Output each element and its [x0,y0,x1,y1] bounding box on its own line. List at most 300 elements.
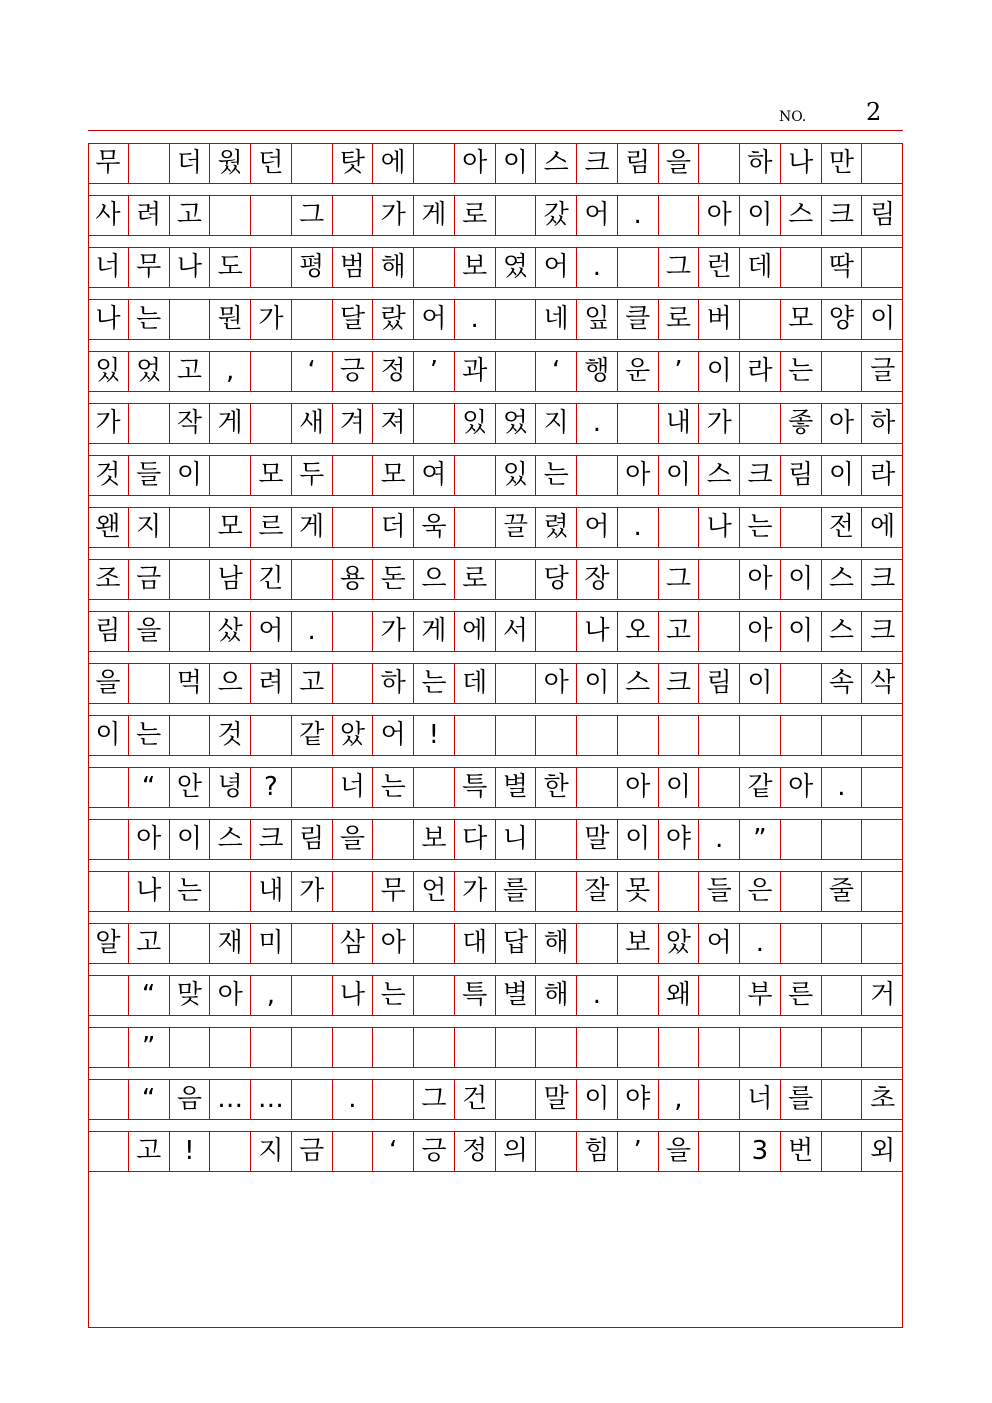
manuscript-cell [577,715,618,755]
manuscript-cell [292,299,333,339]
manuscript-cell: 해 [536,975,577,1015]
manuscript-row [88,455,903,495]
manuscript-cell: 는 [129,715,170,755]
manuscript-cell [536,611,577,651]
manuscript-cell [822,1079,863,1119]
manuscript-cell: 크 [740,455,781,495]
manuscript-cell: 양 [822,299,863,339]
manuscript-cell: 스 [822,559,863,599]
manuscript-cell [781,663,822,703]
manuscript-row [88,715,903,755]
manuscript-cell: 크 [870,564,896,594]
manuscript-cell: ? [251,767,292,807]
manuscript-cell: 특 [455,767,496,807]
manuscript-row [88,611,903,651]
manuscript-cell: 림 [781,455,822,495]
manuscript-cell: ‘ [536,351,577,391]
manuscript-cell: 는 [740,507,781,547]
manuscript-cell: 언 [414,871,455,911]
row-bottom-rule [88,495,903,496]
header-rule [88,130,903,131]
manuscript-cell: 크 [870,616,896,646]
manuscript-cell: , [251,975,292,1015]
manuscript-cell: 는 [414,663,455,703]
manuscript-cell: 는 [781,351,822,391]
row-bottom-rule [88,963,903,964]
manuscript-cell [333,611,374,651]
manuscript-cell [88,1027,129,1067]
manuscript-cell: 돈 [373,559,414,599]
manuscript-row [88,1027,903,1067]
manuscript-cell: 용 [333,559,374,599]
manuscript-cell [455,1027,496,1067]
manuscript-cell [496,559,537,599]
manuscript-cell: 너 [333,767,374,807]
manuscript-cell: 가 [699,403,740,443]
manuscript-cell [210,195,251,235]
manuscript-cell: 들 [129,455,170,495]
manuscript-cell: 녕 [210,767,251,807]
manuscript-cell: 르 [251,507,292,547]
manuscript-cell: 샀 [210,611,251,651]
manuscript-row [88,767,903,807]
manuscript-cell [822,351,863,391]
manuscript-cell [536,1131,577,1171]
manuscript-cell: . [577,247,618,287]
manuscript-row [88,143,903,183]
manuscript-cell: 삭 [870,668,896,698]
manuscript-cell: 아 [210,975,251,1015]
manuscript-cell [496,1079,537,1119]
manuscript-cell: 이 [577,1079,618,1119]
manuscript-cell [781,715,822,755]
manuscript-cell: 긍 [333,351,374,391]
manuscript-cell: 그 [659,247,700,287]
manuscript-cell [659,871,700,911]
manuscript-cell: 뭔 [210,299,251,339]
manuscript-cell: 을 [333,819,374,859]
manuscript-cell: ” [129,1027,170,1067]
manuscript-cell: 여 [414,455,455,495]
manuscript-cell: . [822,767,863,807]
manuscript-cell: 거 [870,980,896,1010]
manuscript-cell: 아 [373,923,414,963]
manuscript-cell: 달 [333,299,374,339]
manuscript-cell: 보 [414,819,455,859]
manuscript-cell: 있 [496,455,537,495]
manuscript-cell: 긍 [414,1131,455,1171]
manuscript-cell: 외 [870,1136,896,1166]
manuscript-cell: 를 [496,871,537,911]
manuscript-cell: 야 [659,819,700,859]
manuscript-cell: 행 [577,351,618,391]
manuscript-cell: ’ [618,1131,659,1171]
manuscript-cell: 같 [292,715,333,755]
manuscript-cell [88,871,129,911]
manuscript-cell: 어 [414,299,455,339]
manuscript-cell [699,715,740,755]
manuscript-cell: 것 [88,455,129,495]
manuscript-cell: 른 [781,975,822,1015]
manuscript-cell: 당 [536,559,577,599]
manuscript-cell [862,143,903,183]
manuscript-cell: 스 [210,819,251,859]
manuscript-cell: 이 [822,455,863,495]
row-bottom-rule [88,183,903,184]
manuscript-cell: 너 [740,1079,781,1119]
manuscript-cell: 긴 [251,559,292,599]
manuscript-row [88,663,903,703]
manuscript-cell: 가 [292,871,333,911]
manuscript-cell [414,1027,455,1067]
manuscript-cell [536,715,577,755]
manuscript-cell: 의 [496,1131,537,1171]
manuscript-cell: 것 [210,715,251,755]
manuscript-cell: “ [129,975,170,1015]
manuscript-cell: 정 [373,351,414,391]
manuscript-cell [536,819,577,859]
manuscript-cell [659,195,700,235]
manuscript-cell [414,923,455,963]
manuscript-cell: 아 [740,611,781,651]
manuscript-row [88,819,903,859]
manuscript-cell: 도 [210,247,251,287]
row-bottom-rule [88,859,903,860]
manuscript-cell: 가 [251,299,292,339]
manuscript-cell [210,1131,251,1171]
manuscript-cell: 는 [373,975,414,1015]
manuscript-cell [292,559,333,599]
manuscript-cell: 고 [129,1131,170,1171]
manuscript-cell [373,1027,414,1067]
manuscript-cell: 스 [699,455,740,495]
manuscript-cell [496,195,537,235]
manuscript-row [88,975,903,1015]
manuscript-cell [822,819,863,859]
manuscript-cell: 었 [129,351,170,391]
manuscript-cell: 로 [455,559,496,599]
manuscript-cell: 어 [536,247,577,287]
manuscript-cell: 먹 [170,663,211,703]
manuscript-cell: 남 [210,559,251,599]
manuscript-cell: 무 [373,871,414,911]
manuscript-row [88,923,903,963]
manuscript-cell: 재 [210,923,251,963]
manuscript-cell [577,1027,618,1067]
manuscript-cell: 라 [870,460,896,490]
manuscript-cell [170,611,211,651]
manuscript-cell: … [251,1079,292,1119]
manuscript-cell: 작 [170,403,211,443]
manuscript-cell: 보 [618,923,659,963]
manuscript-cell: 이 [781,559,822,599]
manuscript-cell: 나 [129,871,170,911]
manuscript-cell: 갔 [536,195,577,235]
manuscript-cell: 다 [455,819,496,859]
manuscript-cell [414,143,455,183]
manuscript-cell [496,715,537,755]
manuscript-cell: 줄 [822,871,863,911]
manuscript-cell: ‘ [373,1131,414,1171]
manuscript-cell: 져 [373,403,414,443]
manuscript-cell: 을 [88,663,129,703]
manuscript-cell: 나 [170,247,211,287]
manuscript-cell [659,715,700,755]
manuscript-cell: 3 [740,1131,781,1171]
manuscript-cell: 말 [577,819,618,859]
manuscript-cell: 더 [373,507,414,547]
manuscript-cell: 림 [88,611,129,651]
manuscript-cell: 아 [781,767,822,807]
manuscript-cell [496,663,537,703]
manuscript-cell: 어 [373,715,414,755]
manuscript-cell [170,715,211,755]
manuscript-cell: 았 [333,715,374,755]
manuscript-cell [373,1079,414,1119]
manuscript-cell: 나 [88,299,129,339]
manuscript-cell: 무 [129,247,170,287]
manuscript-cell: 였 [496,247,537,287]
manuscript-cell: 내 [251,871,292,911]
manuscript-cell: 게 [292,507,333,547]
manuscript-row [88,871,903,911]
manuscript-cell: ’ [659,351,700,391]
manuscript-row [88,403,903,443]
manuscript-cell: 욱 [414,507,455,547]
manuscript-cell [210,455,251,495]
manuscript-cell: 별 [496,975,537,1015]
manuscript-cell: 들 [699,871,740,911]
manuscript-cell: 스 [536,143,577,183]
manuscript-cell: 라 [740,351,781,391]
manuscript-cell: 잎 [577,299,618,339]
manuscript-cell [822,1131,863,1171]
manuscript-cell [414,247,455,287]
manuscript-cell: 평 [292,247,333,287]
manuscript-cell: 에 [870,512,896,542]
manuscript-cell: 사 [88,195,129,235]
manuscript-cell [781,871,822,911]
manuscript-cell: 무 [88,143,129,183]
manuscript-cell: . [577,975,618,1015]
manuscript-cell: 안 [170,767,211,807]
manuscript-cell: 하 [740,143,781,183]
manuscript-cell: 이 [618,819,659,859]
manuscript-cell: 을 [659,143,700,183]
manuscript-cell: 던 [251,143,292,183]
manuscript-cell: . [740,923,781,963]
row-bottom-rule [88,443,903,444]
row-bottom-rule [88,339,903,340]
manuscript-cell: ‘ [292,351,333,391]
manuscript-cell: 힘 [577,1131,618,1171]
manuscript-cell [414,975,455,1015]
manuscript-cell: 부 [740,975,781,1015]
manuscript-cell [88,1131,129,1171]
manuscript-cell [699,975,740,1015]
manuscript-cell: 글 [870,356,896,386]
manuscript-cell: 하 [373,663,414,703]
manuscript-cell [699,1131,740,1171]
manuscript-cell [536,871,577,911]
manuscript-cell [740,403,781,443]
manuscript-cell: . [292,611,333,651]
manuscript-cell: 왠 [88,507,129,547]
manuscript-cell: 음 [170,1079,211,1119]
manuscript-cell: 말 [536,1079,577,1119]
manuscript-cell: 고 [170,351,211,391]
manuscript-cell: 못 [618,871,659,911]
manuscript-cell [170,507,211,547]
manuscript-cell [88,975,129,1015]
manuscript-cell [88,767,129,807]
row-bottom-rule [88,911,903,912]
manuscript-cell [781,923,822,963]
manuscript-cell [699,611,740,651]
manuscript-cell: 어 [251,611,292,651]
manuscript-cell: 야 [618,1079,659,1119]
manuscript-cell: 고 [292,663,333,703]
manuscript-cell: 좋 [781,403,822,443]
manuscript-cell [781,1027,822,1067]
row-bottom-rule [88,599,903,600]
manuscript-cell: 림 [292,819,333,859]
manuscript-cell: 아 [455,143,496,183]
manuscript-cell: 모 [251,455,292,495]
manuscript-cell: 더 [170,143,211,183]
row-bottom-rule [88,651,903,652]
manuscript-cell [129,143,170,183]
manuscript-cell [699,767,740,807]
manuscript-cell: 스 [781,195,822,235]
manuscript-cell: 미 [251,923,292,963]
manuscript-cell: 에 [455,611,496,651]
manuscript-cell: 데 [740,247,781,287]
manuscript-cell [251,715,292,755]
manuscript-cell: 알 [88,923,129,963]
manuscript-cell: 모 [781,299,822,339]
manuscript-cell: 스 [822,611,863,651]
manuscript-cell: 는 [373,767,414,807]
row-bottom-rule [88,703,903,704]
manuscript-cell: 니 [496,819,537,859]
row-bottom-rule [88,1067,903,1068]
manuscript-cell [292,975,333,1015]
manuscript-row [88,247,903,287]
manuscript-cell: 그 [659,559,700,599]
manuscript-cell [170,299,211,339]
manuscript-cell: 그 [414,1079,455,1119]
page-no-label: NO. [779,109,807,125]
manuscript-cell: , [210,351,251,391]
manuscript-cell: 운 [618,351,659,391]
manuscript-cell [862,819,903,859]
manuscript-cell: ” [740,819,781,859]
manuscript-cell: 로 [659,299,700,339]
manuscript-cell: 이 [577,663,618,703]
manuscript-cell: 두 [292,455,333,495]
manuscript-cell: 해 [373,247,414,287]
manuscript-cell: 림 [618,143,659,183]
manuscript-cell [251,247,292,287]
manuscript-row [88,351,903,391]
manuscript-cell: 크 [577,143,618,183]
manuscript-cell: 아 [129,819,170,859]
manuscript-cell: 조 [88,559,129,599]
manuscript-cell [210,871,251,911]
manuscript-cell [129,663,170,703]
manuscript-cell: 해 [536,923,577,963]
manuscript-cell [251,1027,292,1067]
manuscript-cell: 가 [373,195,414,235]
manuscript-cell: 으 [210,663,251,703]
manuscript-cell: 새 [292,403,333,443]
manuscript-row [88,299,903,339]
manuscript-cell: 보 [455,247,496,287]
manuscript-cell [170,1027,211,1067]
manuscript-cell: 이 [740,663,781,703]
row-bottom-rule [88,547,903,548]
manuscript-cell [577,923,618,963]
manuscript-cell: 버 [699,299,740,339]
manuscript-cell [822,1027,863,1067]
manuscript-cell: 속 [822,663,863,703]
manuscript-cell: 이 [170,819,211,859]
manuscript-cell: 탓 [333,143,374,183]
manuscript-cell [862,247,903,287]
manuscript-cell: 나 [699,507,740,547]
manuscript-cell [699,143,740,183]
manuscript-cell: 어 [577,195,618,235]
manuscript-cell: 그 [292,195,333,235]
manuscript-cell: 지 [129,507,170,547]
manuscript-cell: 같 [740,767,781,807]
manuscript-row [88,195,903,235]
manuscript-cell [781,507,822,547]
row-bottom-rule [88,1015,903,1016]
manuscript-cell: 을 [659,1131,700,1171]
manuscript-cell: 맞 [170,975,211,1015]
manuscript-cell: 렸 [536,507,577,547]
manuscript-cell: 는 [129,299,170,339]
manuscript-cell: 고 [129,923,170,963]
manuscript-cell: . [577,403,618,443]
manuscript-cell [699,1027,740,1067]
manuscript-cell: 겨 [333,403,374,443]
manuscript-cell: 어 [577,507,618,547]
manuscript-cell [699,559,740,599]
manuscript-cell: 려 [129,195,170,235]
manuscript-row [88,1079,903,1119]
manuscript-cell [781,819,822,859]
manuscript-cell: 답 [496,923,537,963]
manuscript-cell [455,715,496,755]
manuscript-cell [333,1131,374,1171]
manuscript-cell: 크 [659,663,700,703]
manuscript-cell: 범 [333,247,374,287]
manuscript-cell: 려 [251,663,292,703]
manuscript-cell [251,195,292,235]
manuscript-cell: . [455,299,496,339]
manuscript-cell [333,871,374,911]
manuscript-cell: 가 [88,403,129,443]
manuscript-cell: 모 [210,507,251,547]
manuscript-cell [414,403,455,443]
manuscript-cell [292,1027,333,1067]
manuscript-cell [333,1027,374,1067]
manuscript-cell: 클 [618,299,659,339]
manuscript-cell: 정 [455,1131,496,1171]
